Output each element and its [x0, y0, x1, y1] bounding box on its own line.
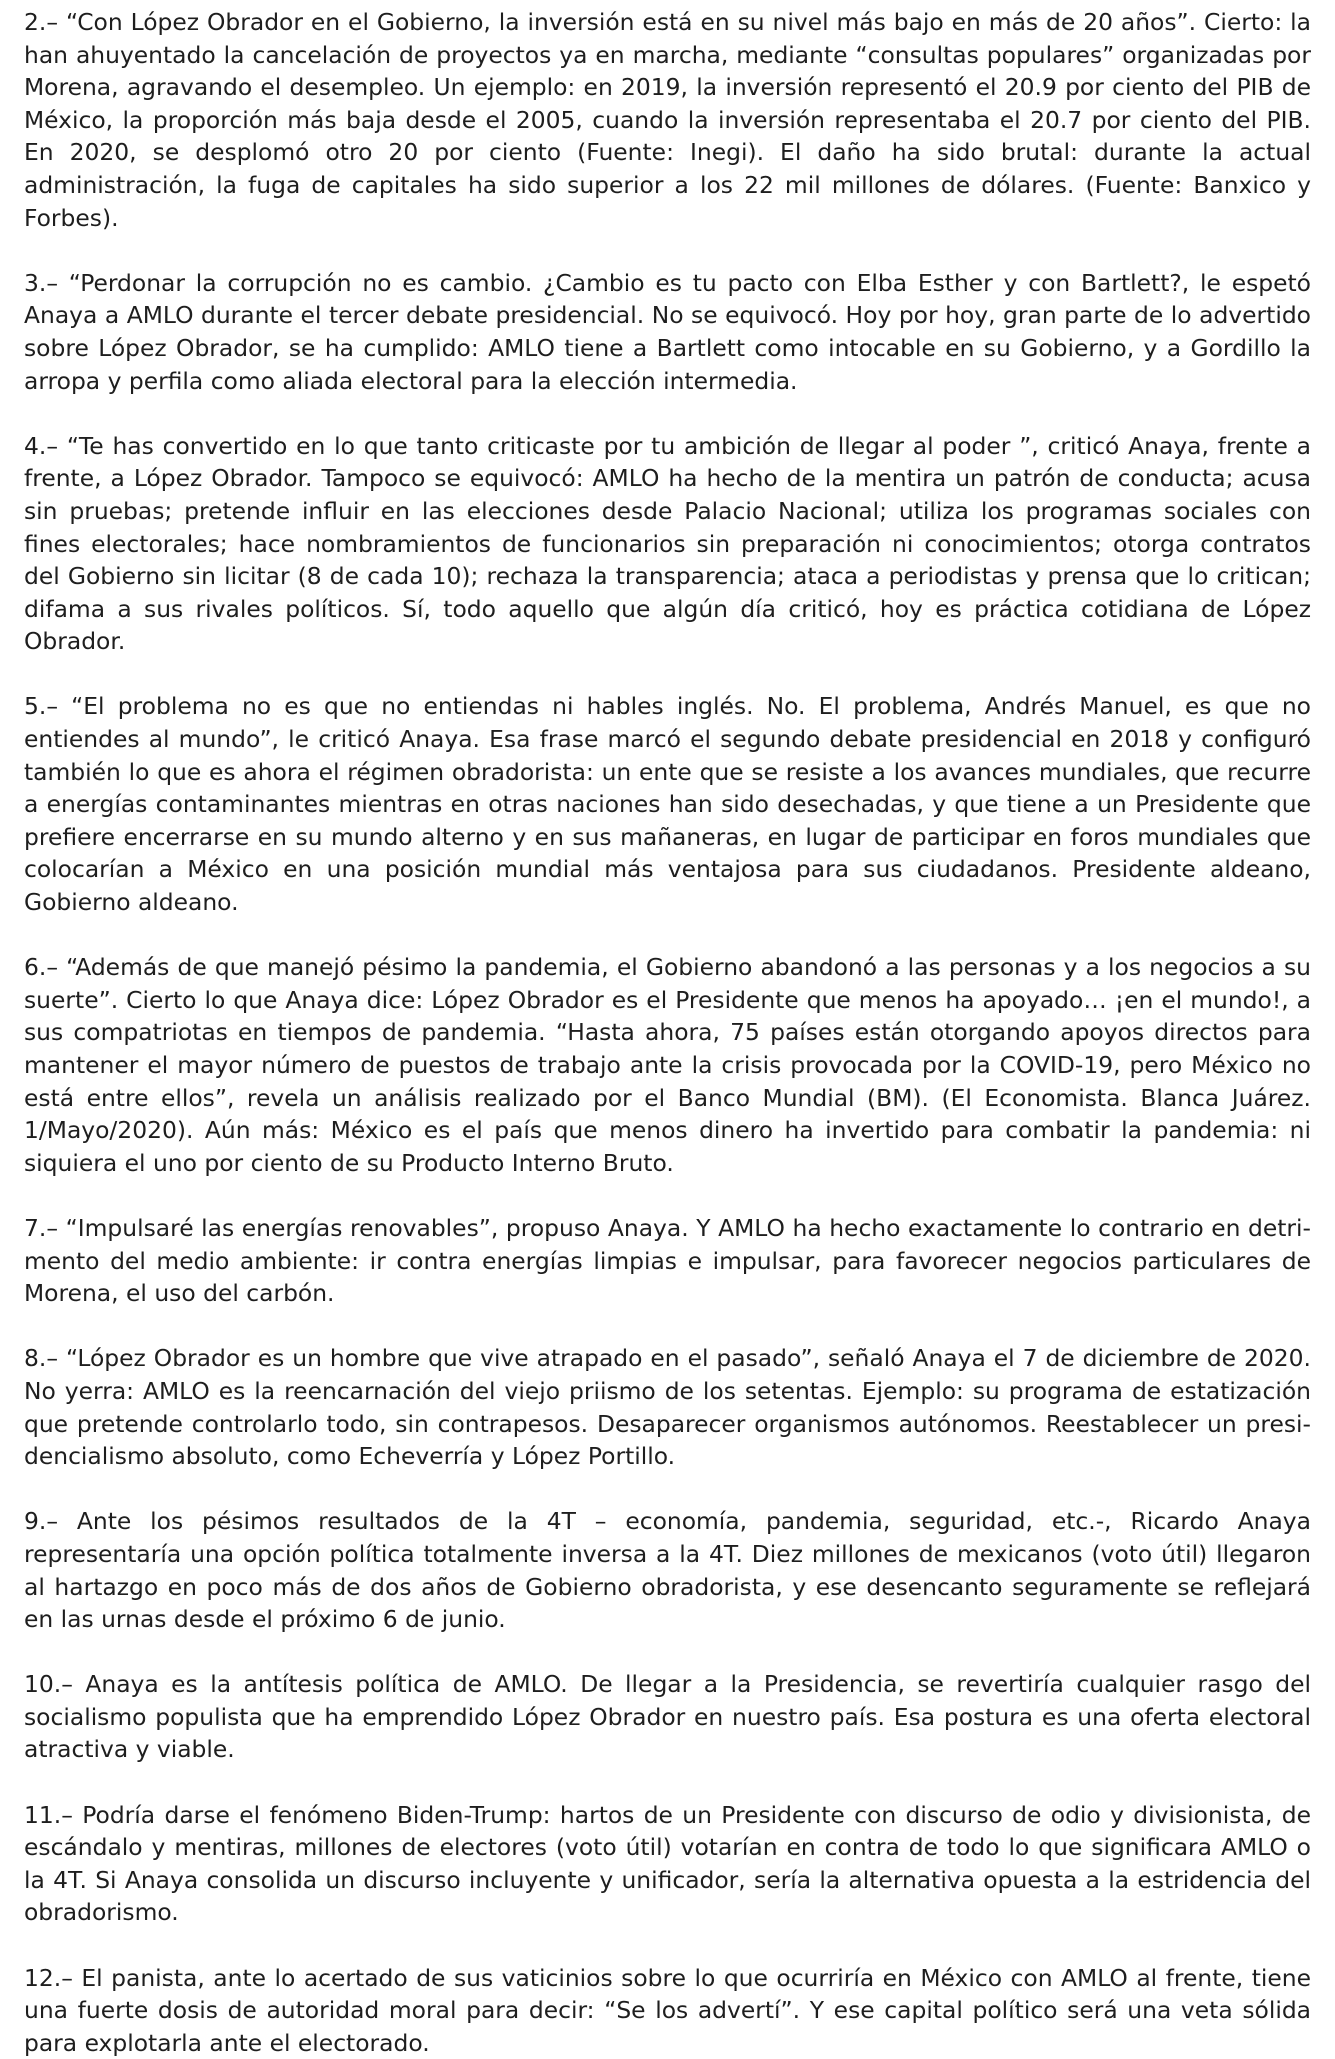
paragraph-11: 11.– Podría darse el fenómeno Biden-Trump: hartos de un Presidente con discurso de odio y divisionista, de escándalo y mentiras, millones de electores (voto útil) votarían en contra de todo lo que significara AMLO o la 4T. Si Anaya consolida un discurso incluyente y unificador, sería la alternativa opuesta a la estridencia del obradorismo. — [24, 1800, 1311, 1927]
paragraph-4: 4.– “Te has convertido en lo que tanto criticaste por tu ambición de llegar al poder ”, criticó Anaya, frente a frente, a López Obrador. Tampoco se equivocó: AMLO ha hecho de la mentira un patrón de conducta; acusa sin pruebas; pretende influir en las elecciones desde Palacio Nacional; utiliza los programas sociales con fines electorales; hace nombramientos de funcionarios sin preparación ni conocimientos; otorga contratos del Gobierno sin licitar (8 de cada 10); rechaza la transparencia; ataca a periodistas y prensa que lo critican; difama a sus rivales políticos. Sí, todo aquello que algún día criticó, hoy es práctica cotidiana de López Obrador. — [24, 431, 1311, 656]
paragraph-5: 5.– “El problema no es que no entiendas ni hables inglés. No. El problema, Andrés Manuel, es que no entiendes al mundo”, le criticó Anaya. Esa frase marcó el segundo debate presidencial en 2018 y configuró también lo que es ahora el régimen obradorista: un ente que se resiste a los avances mundiales, que recurre a energías contaminantes mientras en otras naciones han sido desechadas, y que tiene a un Presidente que prefiere encerrarse en su mundo alterno y en sus mañaneras, en lugar de participar en foros mundiales que colocarían a México en una posición mundial más ventajosa para sus ciudadanos. Presidente aldeano, Gobierno aldeano. — [24, 692, 1311, 917]
paragraph-8: 8.– “López Obrador es un hombre que vive atrapado en el pasado”, señaló Anaya el 7 de diciembre de 2020. No yerra: AMLO es la reencarnación del viejo priismo de los setentas. Ejemplo: su programa de estatización que pretende controlarlo todo, sin contrapesos. Desaparecer organismos autónomos. Reestablecer un presidencialismo absoluto, como Echeverría y López Portillo. — [24, 1344, 1311, 1471]
paragraph-3: 3.– “Perdonar la corrupción no es cambio. ¿Cambio es tu pacto con Elba Esther y con Bartlett?, le espetó Anaya a AMLO durante el tercer debate presidencial. No se equivocó. Hoy por hoy, gran parte de lo advertido sobre López Obrador, se ha cumplido: AMLO tiene a Bartlett como intocable en su Gobierno, y a Gordillo la arropa y perfila como aliada electoral para la elección intermedia. — [24, 268, 1311, 395]
paragraph-6: 6.– “Además de que manejó pésimo la pandemia, el Gobierno abandonó a las personas y a los negocios a su suerte”. Cierto lo que Anaya dice: López Obrador es el Presidente que menos ha apoyado… ¡en el mundo!, a sus compatriotas en tiempos de pandemia. “Hasta ahora, 75 países están otorgando apoyos directos para mantener el mayor número de puestos de trabajo ante la crisis provocada por la COVID-19, pero México no está entre ellos”, revela un análisis realizado por el Banco Mundial (BM). (El Economista. Blanca Juárez. 1/Mayo/2020). Aún más: México es el país que menos dinero ha invertido para combatir la pandemia: ni siquiera el uno por ciento de su Producto Interno Bruto. — [24, 953, 1311, 1177]
paragraph-7: 7.– “Impulsaré las energías renovables”, propuso Anaya. Y AMLO ha hecho exactamente lo contrario en detrimento del medio ambiente: ir contra energías limpias e impulsar, para favorecer negocios particulares de Morena, el uso del carbón. — [24, 1213, 1311, 1308]
paragraph-9: 9.– Ante los pésimos resultados de la 4T – economía, pandemia, seguridad, etc.-, Ricardo Anaya representaría una opción política totalmente inversa a la 4T. Diez millones de mexicanos (voto útil) llegaron al hartazgo en poco más de dos años de Gobierno obradorista, y ese desencanto seguramente se reflejará en las urnas desde el próximo 6 de junio. — [24, 1507, 1311, 1634]
paragraph-10: 10.– Anaya es la antítesis política de AMLO. De llegar a la Presidencia, se revertiría cualquier rasgo del socialismo populista que ha emprendido López Obrador en nuestro país. Esa postura es una oferta electoral atractiva y viable. — [24, 1670, 1311, 1764]
article-body — [24, 6, 1311, 2059]
paragraph-12: 12.– El panista, ante lo acertado de sus vaticinios sobre lo que ocurriría en México con AMLO al frente, tiene una fuerte dosis de autoridad moral para decir: “Se los advertí”. Y ese capital político será una veta sólida para explotarla ante el electorado. — [24, 1963, 1311, 2057]
paragraph-2: 2.– “Con López Obrador en el Gobierno, la inversión está en su nivel más bajo en más de 20 años”. Cierto: la han ahuyentado la cancelación de proyectos ya en marcha, mediante “consultas populares” organizadas por Morena, agravando el desempleo. Un ejemplo: en 2019, la inversión representó el 20.9 por ciento del PIB de México, la proporción más baja desde el 2005, cuando la inversión representaba el 20.7 por ciento del PIB. En 2020, se desplomó otro 20 por ciento (Fuente: Inegi). El daño ha sido brutal: durante la actual administración, la fuga de capitales ha sido superior a los 22 mil millones de dólares. (Fuente: Banxico y Forbes). — [24, 8, 1311, 232]
